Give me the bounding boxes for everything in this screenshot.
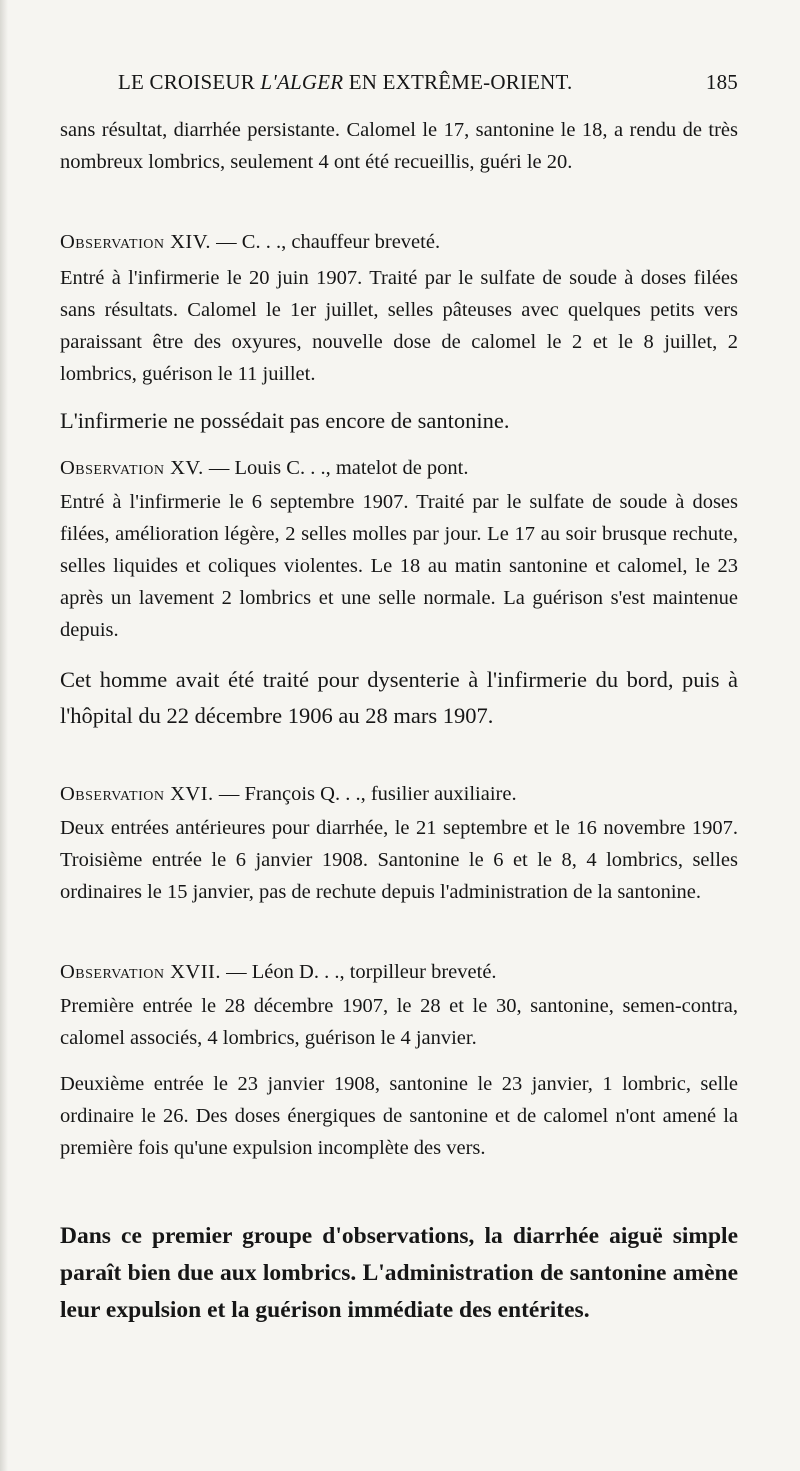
- page-number: 185: [705, 70, 738, 94]
- note-santonine: L'infirmerie ne possédait pas encore de santonine.: [60, 408, 510, 433]
- observation-text-17: Première entrée le 28 décembre 1907, le 28 et le 30, santonine, semen-contra, calomel associés, 4 lombrics, guérison le 4 janvier.: [60, 995, 738, 1049]
- observation-text-14: Entré à l'infirmerie le 20 juin 1907. Traité par le sulfate de soude à doses filées sans résultats. Calomel le 1er juillet, selles pâteuses avec quelques petits vers paraissant être des oxyures, nouvelle dose de calomel le 2 et le 8 juillet, 2 lombrics, guérison le 11 juillet.: [60, 267, 738, 385]
- paragraph-continuation: sans résultat, diarrhée persistante. Calomel le 17, santonine le 18, a rendu de très nombreux lombrics, seulement 4 ont été recueillis, guéri le 20.: [60, 119, 738, 173]
- note-dysenterie: Cet homme avait été traité pour dysenterie à l'infirmerie du bord, puis à l'hôpital du 22 décembre 1906 au 28 mars 1907.: [60, 667, 738, 728]
- observation-text-17-second: Deuxième entrée le 23 janvier 1908, santonine le 23 janvier, 1 lombric, selle ordinaire le 26. Des doses énergiques de santonine et de calomel n'ont amené la première fois qu'une expulsion incomplète des vers.: [60, 1073, 738, 1159]
- observation-heading-14: Observation XIV. — C. . ., chauffeur breveté.: [60, 231, 441, 253]
- observation-heading-15: Observation XV. — Louis C. . ., matelot de pont.: [60, 457, 469, 479]
- observation-text-16: Deux entrées antérieures pour diarrhée, le 21 septembre et le 16 novembre 1907. Troisième entrée le 6 janvier 1908. Santonine le 6 et le 8, 4 lombrics, selles ordinaires le 15 janvier, pas de rechute depuis l'administration de la santonine.: [60, 817, 738, 903]
- running-title: LE CROISEUR L'ALGER EN EXTRÊME-ORIENT.: [118, 70, 573, 94]
- observation-heading-17: Observation XVII. — Léon D. . ., torpilleur breveté.: [60, 961, 497, 983]
- observation-text-15: Entré à l'infirmerie le 6 septembre 1907. Traité par le sulfate de soude à doses filées, amélioration légère, 2 selles molles par jour. Le 17 au soir brusque rechute, selles liquides et coliques violentes. Le 18 au matin santonine et calomel, le 23 après un lavement 2 lombrics et une selle normale. La guérison s'est maintenue depuis.: [60, 491, 738, 641]
- scan-edge-shadow: [0, 0, 8, 1471]
- running-header: [118, 70, 738, 100]
- observation-heading-16: Observation XVI. — François Q. . ., fusilier auxiliaire.: [60, 783, 517, 805]
- conclusion-paragraph: Dans ce premier groupe d'observations, la diarrhée aiguë simple paraît bien due aux lombrics. L'administration de santonine amène leur expulsion et la guérison immédiate des entérites.: [60, 1223, 738, 1323]
